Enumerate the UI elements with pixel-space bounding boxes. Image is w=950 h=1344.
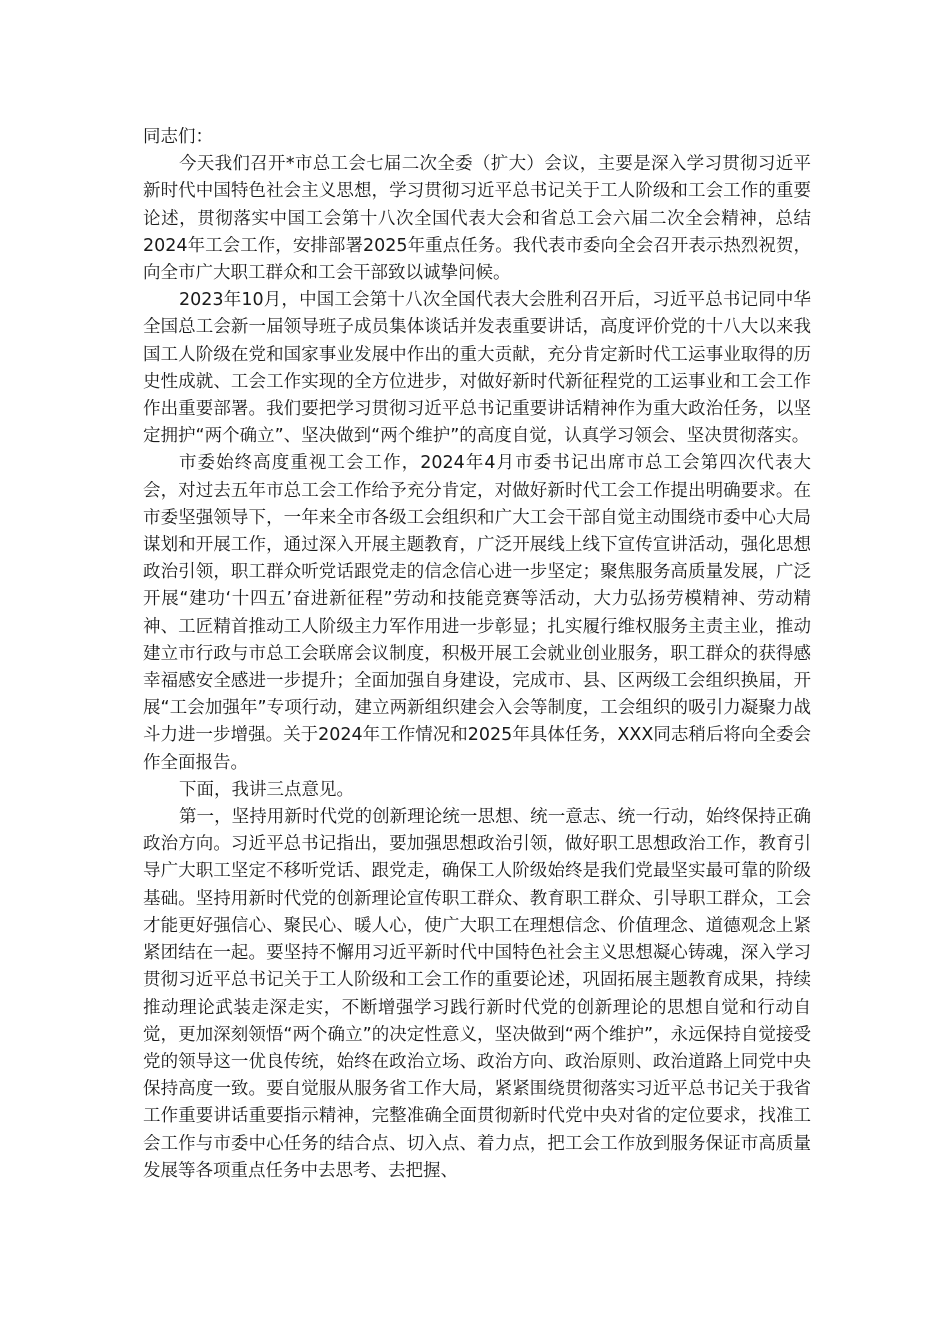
paragraph-first-point: 第一，坚持用新时代党的创新理论统一思想、统一意志、统一行动，始终保持正确政治方向。习近平总书记指出，要加强思想政治引领，做好职工思想政治工作，教育引导广大职工坚定不移听党话、跟党走，确保工人阶级始终是我们党最坚实最可靠的阶级基础。坚持用新时代党的创新理论宣传职工群众、教育职工群众、引导职工群众，工会才能更好强信心、聚民心、暖人心，使广大职工在理想信念、价值理念、道德观念上紧紧团结在一起。要坚持不懈用习近平新时代中国特色社会主义思想凝心铸魂，深入学习贯彻习近平总书记关于工人阶级和工会工作的重要论述，巩固拓展主题教育成果，持续推动理论武装走深走实，不断增强学习践行新时代党的创新理论的思想自觉和行动自觉，更加深刻领悟“两个确立”的决定性意义，坚决做到“两个维护”，永远保持自觉接受党的领导这一优良传统，始终在政治立场、政治方向、政治原则、政治道路上同党中央保持高度一致。要自觉服从服务省工作大局，紧紧围绕贯彻落实习近平总书记关于我省工作重要讲话重要指示精神，完整准确全面贯彻新时代党中央对省的定位要求，找准工会工作与市委中心任务的结合点、切入点、着力点，把工会工作放到服务保证市高质量发展等各项重点任务中去思考、去把握、: [143, 807, 811, 1181]
paragraph-opening: 今天我们召开*市总工会七届二次全委（扩大）会议，主要是深入学习贯彻习近平新时代中国特色社会主义思想，学习贯彻习近平总书记关于工人阶级和工会工作的重要论述，贯彻落实中国工会第十八次全国代表大会和省总工会六届二次全会精神，总结2024年工会工作，安排部署2025年重点任务。我代表市委向全会召开表示热烈祝贺，向全市广大职工群众和工会干部致以诚挚问候。: [143, 154, 811, 284]
paragraph-transition: 下面，我讲三点意见。: [179, 779, 354, 800]
paragraph-achievements: 市委始终高度重视工会工作，2024年4月市委书记出席市总工会第四次代表大会，对过去五年市总工会工作给予充分肯定，对做好新时代工会工作提出明确要求。在市委坚强领导下，一年来全市各级工会组织和广大工会干部自觉主动围绕市委中心大局谋划和开展工作，通过深入开展主题教育，广泛开展线上线下宣传宣讲活动，强化思想政治引领，职工群众听党话跟党走的信念信心进一步坚定；聚焦服务高质量发展，广泛开展“建功‘十四五’奋进新征程”劳动和技能竞赛等活动，大力弘扬劳模精神、劳动精神、工匠精首推动工人阶级主力军作用进一步彰显；扎实履行维权服务主责主业，推动建立市行政与市总工会联席会议制度，积极开展工会就业创业服务，职工群众的获得感幸福感安全感进一步提升；全面加强自身建设，完成市、县、区两级工会组织换届，开展“工会加强年”专项行动，建立两新组织建会入会等制度，工会组织的吸引力凝聚力战斗力进一步增强。关于2024年工作情况和2025年具体任务，XXX同志稍后将向全委会作全面报告。: [143, 453, 811, 773]
document-body: [143, 124, 811, 1185]
salutation: 同志们：: [143, 127, 213, 147]
paragraph-congress: 2023年10月，中国工会第十八次全国代表大会胜利召开后，习近平总书记同中华全国总工会新一届领导班子成员集体谈话并发表重要讲话，高度评价党的十八大以来我国工人阶级在党和国家事业发展中作出的重大贡献，充分肯定新时代工运事业取得的历史性成就、工会工作实现的全方位进步，对做好新时代新征程党的工运事业和工会工作作出重要部署。我们要把学习贯彻习近平总书记重要讲话精神作为重大政治任务，以坚定拥护“两个确立”、坚决做到“两个维护”的高度自觉，认真学习领会、坚决贯彻落实。: [143, 290, 811, 447]
